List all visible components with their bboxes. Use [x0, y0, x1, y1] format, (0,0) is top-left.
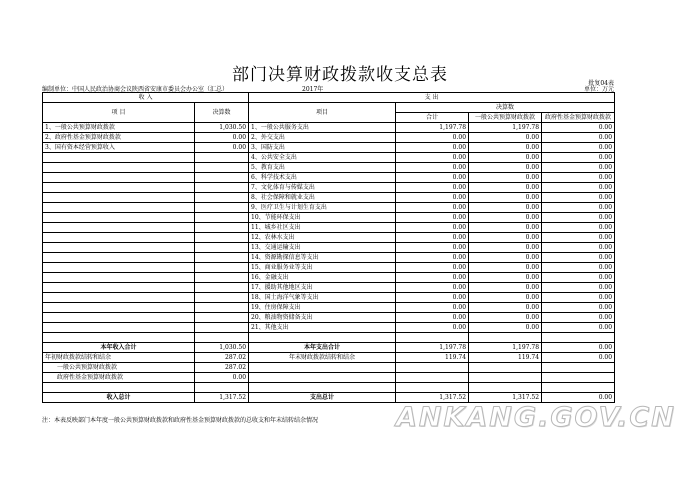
expense-item-label: 9、医疗卫生与计划生育支出: [249, 203, 396, 213]
expense-item-total: 0.00: [396, 263, 469, 273]
empty-cell: [195, 263, 249, 273]
expense-item-total: 0.00: [396, 313, 469, 323]
item2-header: 项目: [249, 103, 396, 123]
expense-item-general: 0.00: [469, 273, 542, 283]
expense-item-total: 0.00: [396, 323, 469, 333]
table-row: [43, 243, 615, 253]
empty-cell: [469, 373, 542, 383]
expense-item-general: 0.00: [469, 173, 542, 183]
expense-item-general: 0.00: [469, 183, 542, 193]
empty-cell: [249, 373, 396, 383]
expense-item-total: 0.00: [396, 243, 469, 253]
budget-table: [42, 92, 615, 403]
expense-item-fund: 0.00: [542, 133, 615, 143]
summary-row: [43, 343, 615, 353]
table-row: [43, 143, 615, 153]
empty-cell: [43, 253, 195, 263]
gov-fund-header: 政府性基金预算财政拨款: [542, 113, 615, 123]
sub-general-value: 287.02: [195, 363, 249, 373]
total-header: 合计: [396, 113, 469, 123]
expense-item-fund: 0.00: [542, 163, 615, 173]
empty-cell: [43, 273, 195, 283]
empty-cell: [542, 383, 615, 393]
empty-cell: [469, 333, 542, 343]
empty-cell: [43, 283, 195, 293]
table-row: [43, 293, 615, 303]
expense-item-total: 0.00: [396, 183, 469, 193]
expense-item-label: 21、其他支出: [249, 323, 396, 333]
empty-cell: [43, 223, 195, 233]
general-budget-header: 一般公共预算财政拨款: [469, 113, 542, 123]
empty-cell: [43, 163, 195, 173]
expense-item-fund: 0.00: [542, 203, 615, 213]
expense-item-label: 10、节能环保支出: [249, 213, 396, 223]
empty-cell: [195, 203, 249, 213]
expense-item-general: 0.00: [469, 263, 542, 273]
empty-cell: [195, 213, 249, 223]
income-item-value: 0.00: [195, 143, 249, 153]
expense-item-total: 0.00: [396, 273, 469, 283]
carryover-end-label: 年末财政拨款结转和结余: [249, 353, 396, 363]
expense-item-total: 0.00: [396, 223, 469, 233]
empty-cell: [43, 173, 195, 183]
empty-cell: [195, 273, 249, 283]
expense-item-label: 1、一般公共服务支出: [249, 123, 396, 133]
empty-cell: [43, 193, 195, 203]
table-row: [43, 333, 615, 343]
expense-item-fund: 0.00: [542, 263, 615, 273]
empty-cell: [396, 383, 469, 393]
empty-cell: [43, 303, 195, 313]
empty-cell: [195, 323, 249, 333]
income-total-value: 1,030.50: [195, 343, 249, 353]
expense-item-label: 14、资源勘探信息等支出: [249, 253, 396, 263]
empty-cell: [43, 153, 195, 163]
expense-item-total: 0.00: [396, 133, 469, 143]
year-label: 2017年: [302, 86, 324, 93]
expense-item-general: 0.00: [469, 283, 542, 293]
empty-cell: [195, 243, 249, 253]
expense-total-fund: 0.00: [542, 343, 615, 353]
expense-item-general: 0.00: [469, 153, 542, 163]
expense-item-general: 0.00: [469, 313, 542, 323]
empty-cell: [195, 173, 249, 183]
expense-item-fund: 0.00: [542, 153, 615, 163]
item-header: 项 目: [43, 103, 195, 123]
empty-cell: [43, 293, 195, 303]
empty-cell: [249, 333, 396, 343]
table-row: [43, 133, 615, 143]
expense-item-fund: 0.00: [542, 143, 615, 153]
income-item-value: 1,030.50: [195, 123, 249, 133]
expense-item-total: 0.00: [396, 193, 469, 203]
empty-cell: [195, 183, 249, 193]
empty-cell: [396, 363, 469, 373]
table-row: [43, 123, 615, 133]
sub-general-label: 一般公共预算财政拨款: [43, 363, 195, 373]
empty-cell: [43, 383, 195, 393]
expense-item-total: 0.00: [396, 203, 469, 213]
expense-item-fund: 0.00: [542, 193, 615, 203]
expense-total-general: 1,197.78: [469, 343, 542, 353]
table-row: [43, 273, 615, 283]
empty-cell: [195, 163, 249, 173]
expense-item-total: 0.00: [396, 143, 469, 153]
expense-item-total: 0.00: [396, 163, 469, 173]
expense-item-total: 0.00: [396, 253, 469, 263]
summary-row: [43, 393, 615, 403]
table-row: [43, 263, 615, 273]
expense-item-fund: 0.00: [542, 223, 615, 233]
expense-item-general: 0.00: [469, 233, 542, 243]
grand-income-label: 收入总计: [43, 393, 195, 403]
empty-cell: [249, 383, 396, 393]
expense-item-fund: 0.00: [542, 283, 615, 293]
expense-item-general: 0.00: [469, 223, 542, 233]
expense-item-total: 0.00: [396, 303, 469, 313]
table-row: [43, 253, 615, 263]
expense-item-fund: 0.00: [542, 303, 615, 313]
sub-fund-value: 0.00: [195, 373, 249, 383]
empty-cell: [396, 373, 469, 383]
expense-item-fund: 0.00: [542, 323, 615, 333]
empty-cell: [396, 333, 469, 343]
expense-item-total: 1,197.78: [396, 123, 469, 133]
expense-item-general: 0.00: [469, 253, 542, 263]
summary-row: [43, 353, 615, 363]
empty-cell: [43, 333, 195, 343]
empty-cell: [469, 363, 542, 373]
expense-item-fund: 0.00: [542, 213, 615, 223]
footnote: 注：本表反映部门本年度一般公共预算财政拨款和政府性基金预算财政拨款的总收支和年末结转结余情况: [42, 417, 319, 424]
empty-cell: [195, 293, 249, 303]
expense-item-label: 15、商业服务业等支出: [249, 263, 396, 273]
expense-item-general: 0.00: [469, 203, 542, 213]
form-code: 批复04表: [588, 80, 614, 87]
page-title: 部门决算财政拨款收支总表: [232, 65, 448, 85]
expense-item-total: 0.00: [396, 283, 469, 293]
table-row: [43, 313, 615, 323]
empty-cell: [195, 233, 249, 243]
expense-item-fund: 0.00: [542, 273, 615, 283]
empty-cell: [195, 383, 249, 393]
empty-cell: [469, 383, 542, 393]
empty-cell: [43, 313, 195, 323]
expense-item-general: 0.00: [469, 323, 542, 333]
expense-item-label: 8、社会保障和就业支出: [249, 193, 396, 203]
expense-item-general: 1,197.78: [469, 123, 542, 133]
expense-item-label: 6、科学技术支出: [249, 173, 396, 183]
expense-final-header: 决算数: [396, 103, 615, 113]
expense-header: 支 出: [249, 93, 615, 103]
carryover-begin-label: 年初财政拨款结转和结余: [43, 353, 195, 363]
table-row: [43, 303, 615, 313]
expense-item-label: 17、援助其他地区支出: [249, 283, 396, 293]
expense-item-general: 0.00: [469, 243, 542, 253]
table-row: [43, 323, 615, 333]
expense-item-fund: 0.00: [542, 253, 615, 263]
empty-cell: [43, 183, 195, 193]
income-item-label: 3、国有资本经营预算收入: [43, 143, 195, 153]
expense-item-general: 0.00: [469, 163, 542, 173]
table-row: [43, 203, 615, 213]
empty-cell: [249, 363, 396, 373]
expense-item-label: 11、城乡社区支出: [249, 223, 396, 233]
empty-cell: [195, 153, 249, 163]
empty-cell: [43, 263, 195, 273]
grand-expense-label: 支出总计: [249, 393, 396, 403]
expense-item-label: 19、住房保障支出: [249, 303, 396, 313]
empty-cell: [43, 213, 195, 223]
expense-item-label: 4、公共安全支出: [249, 153, 396, 163]
expense-item-fund: 0.00: [542, 243, 615, 253]
empty-cell: [195, 303, 249, 313]
income-total-label: 本年收入合计: [43, 343, 195, 353]
empty-cell: [542, 363, 615, 373]
expense-item-fund: 0.00: [542, 293, 615, 303]
expense-item-general: 0.00: [469, 133, 542, 143]
expense-item-label: 20、粮油物资储备支出: [249, 313, 396, 323]
carryover-end-value: 119.74: [396, 353, 469, 363]
expense-item-total: 0.00: [396, 213, 469, 223]
expense-item-general: 0.00: [469, 193, 542, 203]
expense-item-label: 3、国防支出: [249, 143, 396, 153]
grand-expense-fund: 0.00: [542, 393, 615, 403]
empty-cell: [195, 253, 249, 263]
grand-expense-value: 1,317.52: [396, 393, 469, 403]
empty-cell: [43, 203, 195, 213]
expense-item-fund: 0.00: [542, 313, 615, 323]
table-row: [43, 153, 615, 163]
expense-item-total: 0.00: [396, 153, 469, 163]
empty-cell: [542, 373, 615, 383]
summary-row: [43, 383, 615, 393]
carryover-end-fund: 0.00: [542, 353, 615, 363]
expense-total-value: 1,197.78: [396, 343, 469, 353]
empty-cell: [195, 333, 249, 343]
table-row: [43, 163, 615, 173]
empty-cell: [43, 243, 195, 253]
expense-item-label: 16、金融支出: [249, 273, 396, 283]
table-row: [43, 223, 615, 233]
table-row: [43, 233, 615, 243]
grand-income-value: 1,317.52: [195, 393, 249, 403]
grand-expense-general: 1,317.52: [469, 393, 542, 403]
expense-item-general: 0.00: [469, 303, 542, 313]
empty-cell: [195, 283, 249, 293]
expense-item-fund: 0.00: [542, 233, 615, 243]
empty-cell: [43, 233, 195, 243]
expense-item-label: 13、交通运输支出: [249, 243, 396, 253]
empty-cell: [43, 323, 195, 333]
expense-item-general: 0.00: [469, 143, 542, 153]
expense-item-total: 0.00: [396, 173, 469, 183]
expense-item-total: 0.00: [396, 293, 469, 303]
income-item-label: 1、一般公共预算财政拨款: [43, 123, 195, 133]
site-watermark: ANKANG.GOV.CN: [396, 402, 676, 433]
expense-item-general: 0.00: [469, 293, 542, 303]
expense-item-label: 18、国土海洋气象等支出: [249, 293, 396, 303]
carryover-begin-value: 287.02: [195, 353, 249, 363]
expense-item-fund: 0.00: [542, 123, 615, 133]
empty-cell: [195, 193, 249, 203]
expense-item-fund: 0.00: [542, 173, 615, 183]
money-unit: 单位：万元: [583, 86, 614, 93]
carryover-end-general: 119.74: [469, 353, 542, 363]
table-row: [43, 193, 615, 203]
income-item-label: 2、政府性基金预算财政拨款: [43, 133, 195, 143]
income-header: 收 入: [43, 93, 249, 103]
final-amount-header: 决算数: [195, 103, 249, 123]
empty-cell: [195, 223, 249, 233]
expense-item-label: 7、文化体育与传媒支出: [249, 183, 396, 193]
expense-item-fund: 0.00: [542, 183, 615, 193]
table-row: [43, 283, 615, 293]
summary-row: [43, 363, 615, 373]
table-row: [43, 183, 615, 193]
empty-cell: [195, 313, 249, 323]
sub-fund-label: 政府性基金预算财政拨款: [43, 373, 195, 383]
expense-item-total: 0.00: [396, 233, 469, 243]
table-row: [43, 173, 615, 183]
summary-row: [43, 373, 615, 383]
income-item-value: 0.00: [195, 133, 249, 143]
unit-label: 编制单位：中国人民政治协商会议陕西省安康市委员会办公室（汇总）: [42, 86, 229, 93]
empty-cell: [542, 333, 615, 343]
expense-item-label: 5、教育支出: [249, 163, 396, 173]
expense-item-general: 0.00: [469, 213, 542, 223]
expense-total-label: 本年支出合计: [249, 343, 396, 353]
expense-item-label: 2、外交支出: [249, 133, 396, 143]
expense-item-label: 12、农林水支出: [249, 233, 396, 243]
table-row: [43, 213, 615, 223]
